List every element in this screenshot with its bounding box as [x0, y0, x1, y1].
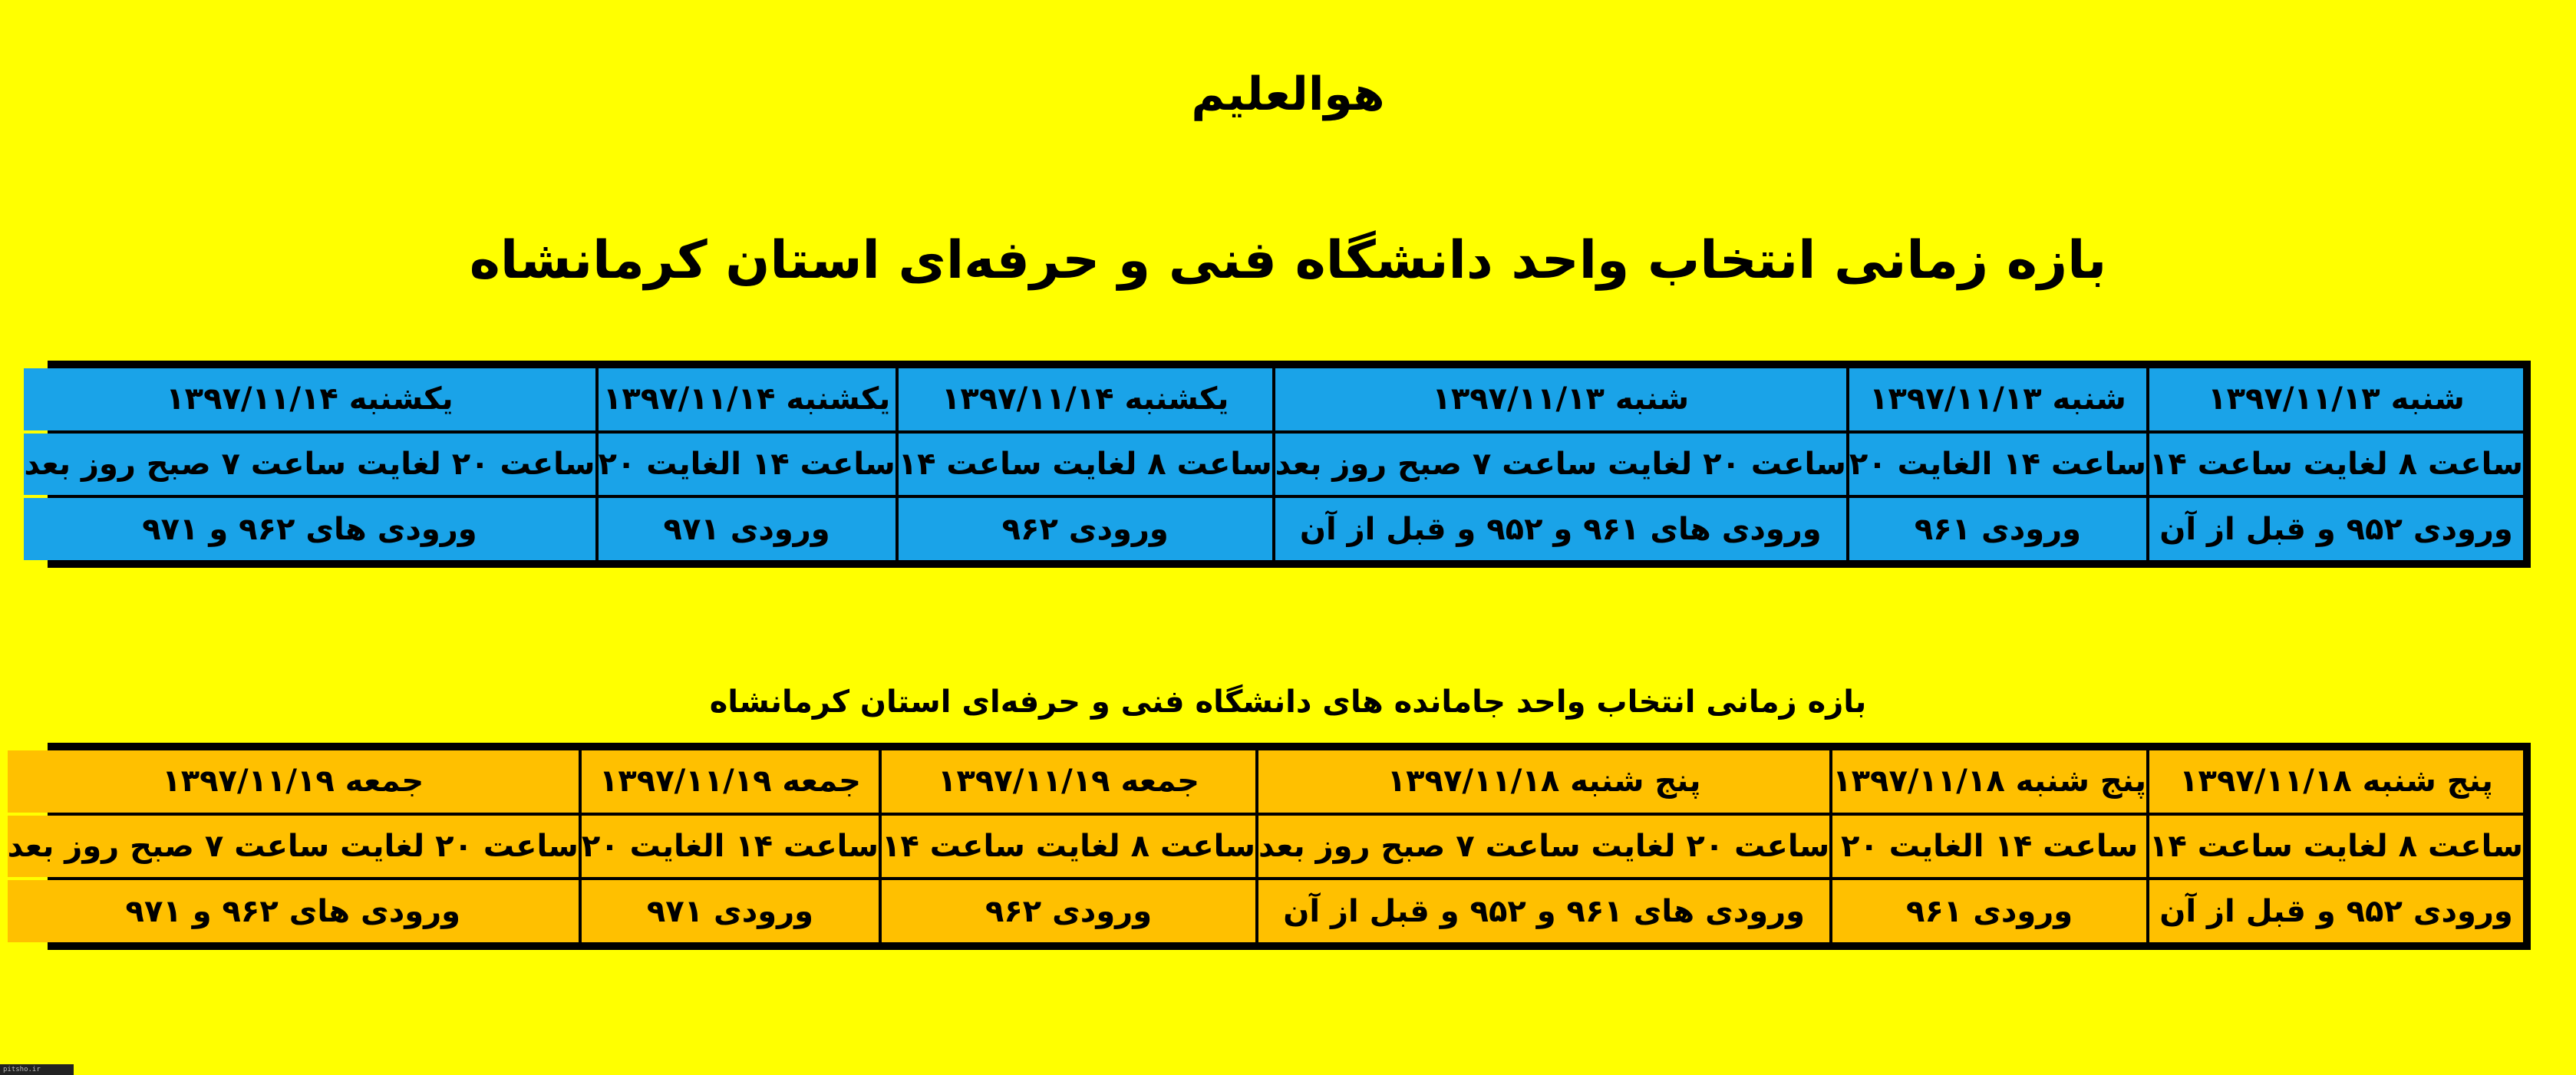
table-cell: یکشنبه ۱۳۹۷/۱۱/۱۴ — [24, 368, 595, 430]
table-cell: پنج شنبه ۱۳۹۷/۱۱/۱۸ — [2149, 750, 2523, 813]
table-cell: ساعت ۸ لغایت ساعت ۱۴ — [899, 434, 1272, 496]
table-cell: ورودی ۹۵۲ و قبل از آن — [2149, 498, 2523, 560]
table-cell: ساعت ۲۰ لغایت ساعت ۷ صبح روز بعد — [8, 816, 579, 878]
table-cell: ساعت ۱۴ الغایت ۲۰ — [1832, 816, 2146, 878]
table-cell: ورودی ۹۷۱ — [582, 880, 879, 942]
table-cell: پنج شنبه ۱۳۹۷/۱۱/۱۸ — [1258, 750, 1829, 813]
subheading: بازه زمانی انتخاب واحد جامانده های دانشگاه فنی و حرفه‌ای استان کرمانشاه — [709, 684, 1867, 720]
schedule-table-latecomers — [7, 743, 2531, 950]
table-cell: شنبه ۱۳۹۷/۱۱/۱۳ — [1275, 368, 1846, 430]
schedule-table-main — [24, 361, 2531, 568]
table-cell: ورودی های ۹۶۱ و ۹۵۲ و قبل از آن — [1275, 498, 1846, 560]
table-cell: ساعت ۱۴ الغایت ۲۰ — [1849, 434, 2146, 496]
table-cell: ورودی ۹۶۱ — [1832, 880, 2146, 942]
table-cell: یکشنبه ۱۳۹۷/۱۱/۱۴ — [599, 368, 895, 430]
header-top-text: هوالعلیم — [1191, 68, 1385, 121]
table-cell: ورودی ۹۶۱ — [1849, 498, 2146, 560]
table-cell: ورودی های ۹۶۲ و ۹۷۱ — [8, 880, 579, 942]
table-cell: شنبه ۱۳۹۷/۱۱/۱۳ — [1849, 368, 2146, 430]
table-cell: جمعه ۱۳۹۷/۱۱/۱۹ — [582, 750, 879, 813]
table-cell: شنبه ۱۳۹۷/۱۱/۱۳ — [2149, 368, 2523, 430]
table-cell: ورودی های ۹۶۲ و ۹۷۱ — [24, 498, 595, 560]
table-cell: ورودی های ۹۶۱ و ۹۵۲ و قبل از آن — [1258, 880, 1829, 942]
table-cell: جمعه ۱۳۹۷/۱۱/۱۹ — [8, 750, 579, 813]
table-cell: جمعه ۱۳۹۷/۱۱/۱۹ — [882, 750, 1255, 813]
table-cell: یکشنبه ۱۳۹۷/۱۱/۱۴ — [899, 368, 1272, 430]
table-cell: ورودی ۹۵۲ و قبل از آن — [2149, 880, 2523, 942]
watermark: pitsho.ir — [0, 1064, 74, 1075]
table-cell: ورودی ۹۷۱ — [599, 498, 895, 560]
page-title: بازه زمانی انتخاب واحد دانشگاه فنی و حرفه‌ای استان کرمانشاه — [469, 230, 2107, 291]
table-cell: ورودی ۹۶۲ — [899, 498, 1272, 560]
table-cell: ساعت ۱۴ الغایت ۲۰ — [582, 816, 879, 878]
table-cell: ساعت ۸ لغایت ساعت ۱۴ — [882, 816, 1255, 878]
table-cell: ورودی ۹۶۲ — [882, 880, 1255, 942]
table-cell: پنج شنبه ۱۳۹۷/۱۱/۱۸ — [1832, 750, 2146, 813]
table-cell: ساعت ۲۰ لغایت ساعت ۷ صبح روز بعد — [24, 434, 595, 496]
table-cell: ساعت ۲۰ لغایت ساعت ۷ صبح روز بعد — [1275, 434, 1846, 496]
table-cell: ساعت ۸ لغایت ساعت ۱۴ — [2149, 434, 2523, 496]
table-cell: ساعت ۸ لغایت ساعت ۱۴ — [2149, 816, 2523, 878]
table-cell: ساعت ۱۴ الغایت ۲۰ — [599, 434, 895, 496]
table-cell: ساعت ۲۰ لغایت ساعت ۷ صبح روز بعد — [1258, 816, 1829, 878]
